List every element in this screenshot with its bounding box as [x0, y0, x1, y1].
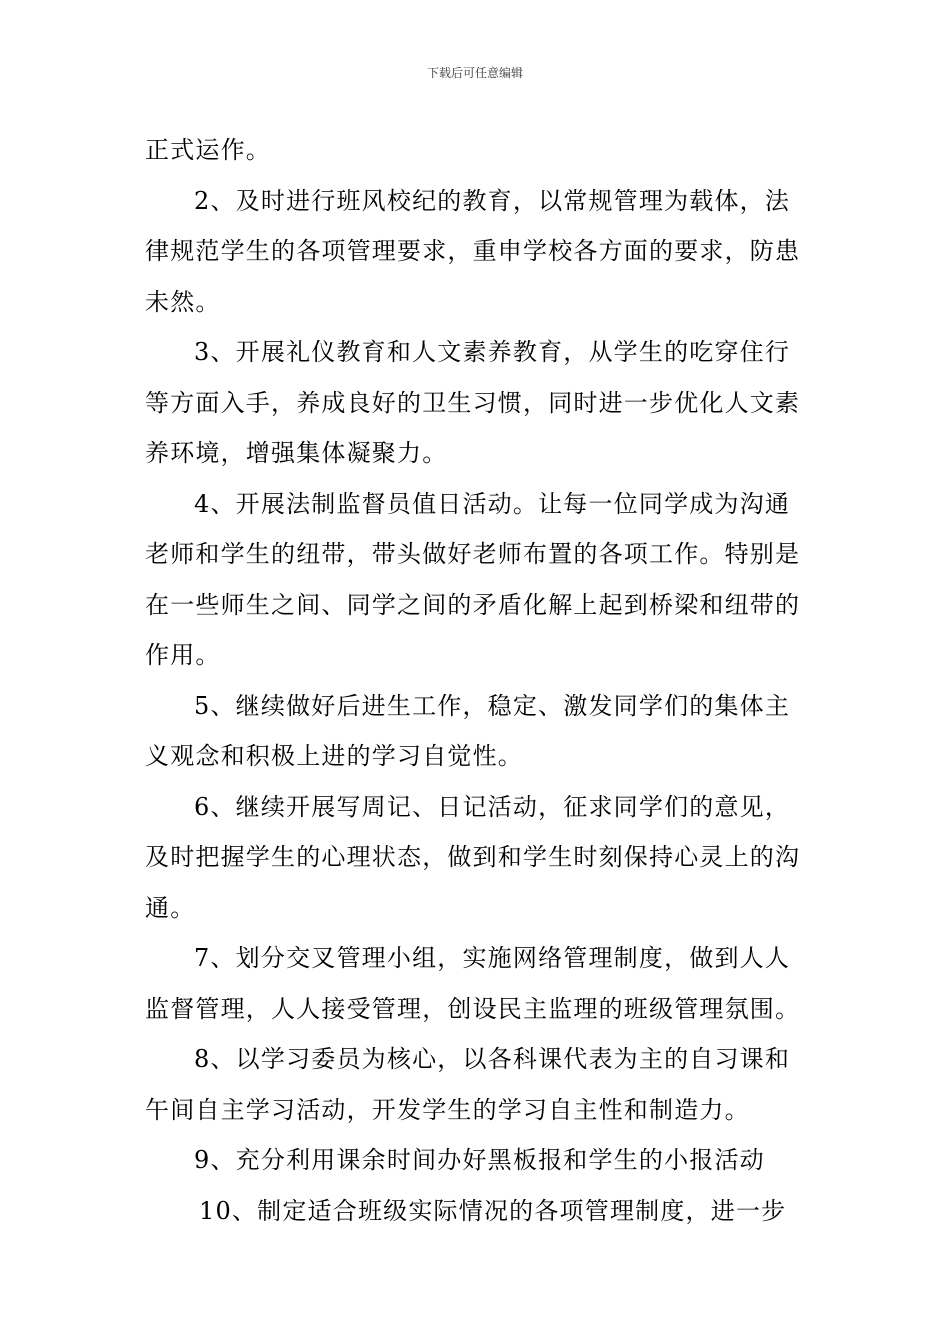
paragraph-item-6: 6、继续开展写周记、日记活动，征求同学们的意见，及时把握学生的心理状态，做到和学生时刻保持心灵上的沟通。	[145, 792, 801, 922]
paragraph-item-5: 5、继续做好后进生工作，稳定、激发同学们的集体主义观念和积极上进的学习自觉性。	[145, 691, 791, 770]
paragraph-item-2: 2、及时进行班风校纪的教育，以常规管理为载体，法律规范学生的各项管理要求，重申学校各方面的要求，防患未然。	[145, 186, 801, 316]
paragraph-item-9: 9、充分利用课余时间办好黑板报和学生的小报活动	[194, 1146, 765, 1174]
paragraph-item-7: 7、划分交叉管理小组，实施网络管理制度，做到人人监督管理，人人接受管理，创设民主监理的班级管理氛围。	[145, 944, 801, 1023]
paragraph-item-3: 3、开展礼仪教育和人文素养教育，从学生的吃穿住行等方面入手，养成良好的卫生习惯，同时进一步优化人文素养环境，增强集体凝聚力。	[145, 338, 801, 467]
paragraph-item-10: 10、制定适合班级实际情况的各项管理制度，进一步	[199, 1196, 787, 1225]
paragraph-item-8: 8、以学习委员为核心，以各科课代表为主的自习课和午间自主学习活动，开发学生的学习自主性和制造力。	[145, 1045, 791, 1124]
paragraph-continuation: 正式运作。	[145, 136, 271, 164]
page-header: 下载后可任意编辑	[426, 66, 523, 80]
document-body	[145, 125, 810, 1236]
paragraph-item-4: 4、开展法制监督员值日活动。让每一位同学成为沟通老师和学生的纽带，带头做好老师布置的各项工作。特别是在一些师生之间、同学之间的矛盾化解上起到桥梁和纽带的作用。	[145, 489, 801, 669]
